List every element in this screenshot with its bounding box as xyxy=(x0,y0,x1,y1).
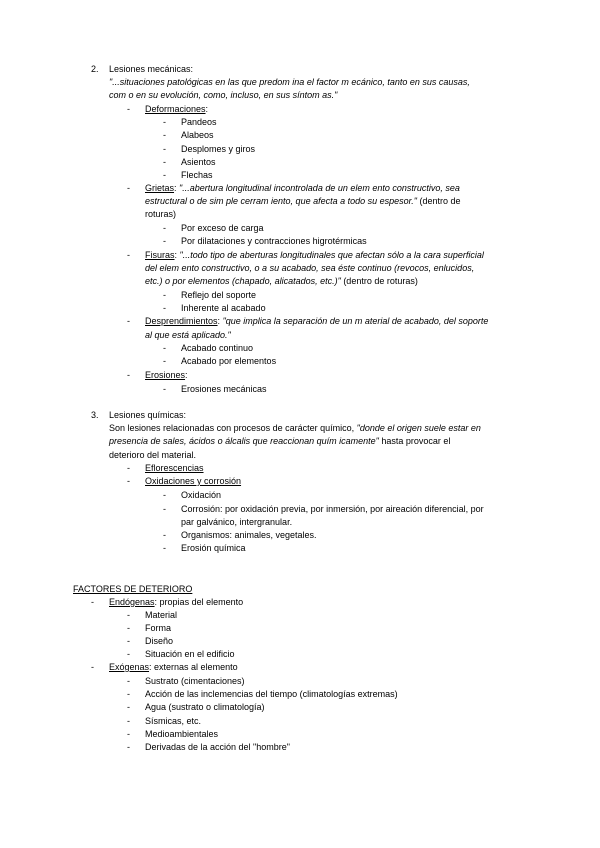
fisuras-definition-1: "...todo tipo de aberturas longitudinales que afectan sólo a la cara superficial xyxy=(179,250,484,260)
section-2-number: 2. xyxy=(91,64,99,74)
endogenas-item xyxy=(109,597,243,608)
bullet-dash: - xyxy=(163,144,166,154)
exogenas-description: : externas al elemento xyxy=(149,662,238,672)
exogenas-label: Exógenas xyxy=(109,662,150,672)
bullet-dash: - xyxy=(163,290,166,300)
deformaciones-item xyxy=(145,104,208,115)
bullet-dash: - xyxy=(127,742,130,752)
fisuras-line-1 xyxy=(145,250,484,261)
list-item: Forma xyxy=(145,623,172,633)
bullet-dash: - xyxy=(163,117,166,127)
grietas-note-cont: roturas) xyxy=(145,209,177,219)
erosiones-item xyxy=(145,370,188,381)
deformaciones-label: Deformaciones xyxy=(145,104,206,114)
bullet-dash: - xyxy=(127,316,130,326)
section-3-text-2b: hasta provocar el xyxy=(378,436,451,446)
bullet-dash: - xyxy=(127,183,130,193)
list-item: Diseño xyxy=(145,636,174,646)
section-2-quote-line-1: "...situaciones patológicas en las que predom ina el factor m ecánico, tanto en sus causas, xyxy=(109,77,470,87)
list-item: Pandeos xyxy=(181,117,217,127)
list-item: Acabado por elementos xyxy=(181,356,277,366)
bullet-dash: - xyxy=(127,636,130,646)
list-item: Sustrato (cimentaciones) xyxy=(145,676,245,686)
fisuras-definition-3: etc.) o por elementos (chapado, alicatados, etc.)" xyxy=(145,276,341,286)
bullet-dash: - xyxy=(127,250,130,260)
list-item: Alabeos xyxy=(181,130,214,140)
grietas-definition-2: estructural o de sim ple cerram iento, que afecta a todo su espesor." xyxy=(145,196,418,206)
section-3-text-1b: "donde el origen suele estar en xyxy=(356,423,481,433)
list-item: Organismos: animales, vegetales. xyxy=(181,530,317,540)
list-item: Erosiones mecánicas xyxy=(181,384,267,394)
section-2-title: Lesiones mecánicas: xyxy=(109,64,194,74)
fisuras-definition-2: del elem ento constructivo, o a su acabado, sea éste continuo (revocos, enlucidos, xyxy=(145,263,475,273)
bullet-dash: - xyxy=(163,490,166,500)
bullet-dash: - xyxy=(163,530,166,540)
list-item: Material xyxy=(145,610,178,620)
section-3-paragraph-line-1 xyxy=(109,423,481,434)
section-3-text-1a: Son lesiones relacionadas con procesos de carácter químico, xyxy=(109,423,357,433)
desprendimientos-line-1 xyxy=(145,316,488,327)
section-3-paragraph-line-3: deterioro del material. xyxy=(109,450,197,460)
bullet-dash: - xyxy=(163,157,166,167)
oxidaciones-label: Oxidaciones y corrosión xyxy=(145,476,242,486)
list-item: Flechas xyxy=(181,170,213,180)
deformaciones-colon: : xyxy=(205,104,209,114)
list-item: Agua (sustrato o climatología) xyxy=(145,702,265,712)
bullet-dash: - xyxy=(127,463,130,473)
endogenas-description: : propias del elemento xyxy=(154,597,244,607)
erosiones-label: Erosiones xyxy=(145,370,186,380)
list-item: Por exceso de carga xyxy=(181,223,264,233)
grietas-note: (dentro de xyxy=(417,196,461,206)
list-item: Medioambientales xyxy=(145,729,219,739)
list-item: Por dilataciones y contracciones higrotérmicas xyxy=(181,236,367,246)
bullet-dash: - xyxy=(163,223,166,233)
bullet-dash: - xyxy=(163,236,166,246)
grietas-label: Grietas xyxy=(145,183,175,193)
desprendimientos-label: Desprendimientos xyxy=(145,316,218,326)
bullet-dash: - xyxy=(163,343,166,353)
desprendimientos-colon: : xyxy=(217,316,223,326)
list-item: Derivadas de la acción del "hombre" xyxy=(145,742,290,752)
section-3-title: Lesiones químicas: xyxy=(109,410,187,420)
bullet-dash: - xyxy=(163,384,166,394)
bullet-dash: - xyxy=(127,623,130,633)
bullet-dash: - xyxy=(91,662,94,672)
list-item: Acción de las inclemencias del tiempo (climatologías extremas) xyxy=(145,689,398,699)
bullet-dash: - xyxy=(127,676,130,686)
bullet-dash: - xyxy=(127,702,130,712)
grietas-line-1 xyxy=(145,183,460,194)
list-item: Reflejo del soporte xyxy=(181,290,257,300)
bullet-dash: - xyxy=(163,356,166,366)
section-2-quote-line-2: com o en su evolución, como, incluso, en sus síntom as." xyxy=(109,90,338,100)
desprendimientos-definition-2: al que está aplicado." xyxy=(145,330,231,340)
bullet-dash: - xyxy=(163,504,166,514)
bullet-dash: - xyxy=(127,729,130,739)
eflorescencias-label: Eflorescencias xyxy=(145,463,204,473)
bullet-dash: - xyxy=(163,170,166,180)
bullet-dash: - xyxy=(163,130,166,140)
list-item: Situación en el edificio xyxy=(145,649,235,659)
bullet-dash: - xyxy=(91,597,94,607)
fisuras-label: Fisuras xyxy=(145,250,175,260)
grietas-definition-1: "...abertura longitudinal incontrolada de un elem ento constructivo, sea xyxy=(179,183,460,193)
endogenas-label: Endógenas xyxy=(109,597,155,607)
section-3-text-2a: presencia de sales, ácidos o álcalis que reaccionan quím icamente" xyxy=(109,436,379,446)
bullet-dash: - xyxy=(163,303,166,313)
section-3-paragraph-line-2 xyxy=(109,436,450,447)
bullet-dash: - xyxy=(163,543,166,553)
grietas-colon: : xyxy=(174,183,180,193)
list-item-continuation: par galvánico, intergranular. xyxy=(181,517,293,527)
bullet-dash: - xyxy=(127,689,130,699)
bullet-dash: - xyxy=(127,716,130,726)
exogenas-item xyxy=(109,662,238,673)
erosiones-colon: : xyxy=(185,370,188,380)
bullet-dash: - xyxy=(127,476,130,486)
grietas-line-2 xyxy=(145,196,461,207)
list-item: Desplomes y giros xyxy=(181,144,256,154)
fisuras-note: (dentro de roturas) xyxy=(340,276,418,286)
list-item: Oxidación xyxy=(181,490,222,500)
bullet-dash: - xyxy=(127,649,130,659)
bullet-dash: - xyxy=(127,610,130,620)
list-item: Asientos xyxy=(181,157,216,167)
list-item: Inherente al acabado xyxy=(181,303,266,313)
list-item: Erosión química xyxy=(181,543,246,553)
bullet-dash: - xyxy=(127,104,130,114)
list-item: Acabado continuo xyxy=(181,343,254,353)
factores-heading: FACTORES DE DETERIORO xyxy=(73,584,193,594)
fisuras-colon: : xyxy=(174,250,180,260)
section-3-number: 3. xyxy=(91,410,99,420)
list-item: Sísmicas, etc. xyxy=(145,716,202,726)
desprendimientos-definition-1: "que implica la separación de un m aterial de acabado, del soporte xyxy=(222,316,489,326)
fisuras-line-3 xyxy=(145,276,418,287)
bullet-dash: - xyxy=(127,370,130,380)
list-item: Corrosión: por oxidación previa, por inmersión, por aireación diferencial, por xyxy=(181,504,484,514)
